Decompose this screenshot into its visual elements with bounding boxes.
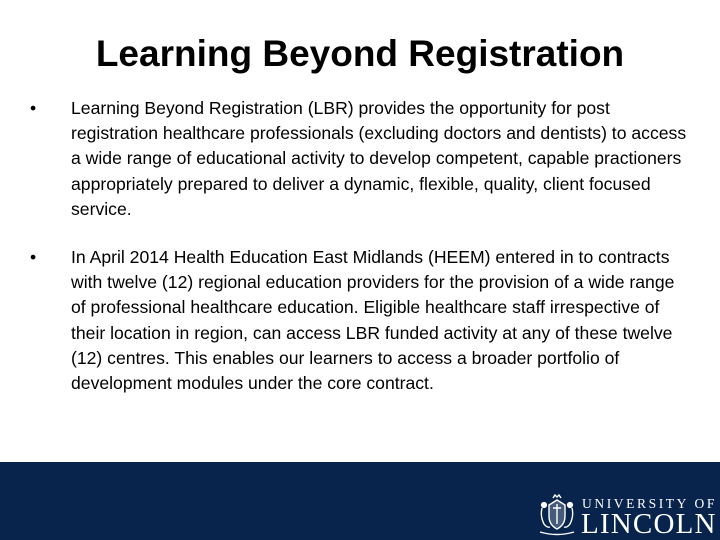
bullet-list xyxy=(30,96,690,419)
logo-text-university-of: UNIVERSITY OF xyxy=(582,496,717,511)
bullet-marker: • xyxy=(30,247,37,268)
bullet-text: Learning Beyond Registration (LBR) provides the opportunity for post registration healthcare professionals (excluding doctors and dentists) to access a wide range of educational activity to develop competent, capable practioners appropriately prepared to deliver a dynamic, flexible, quality, client focused service. xyxy=(71,98,687,219)
logo-text-lincoln: LINCOLN xyxy=(581,508,717,540)
bullet-text: In April 2014 Health Education East Midlands (HEEM) entered in to contracts with twelve (12) regional education providers for the provision of a wide range of professional healthcare education. Eligible healthcare staff irrespective of their location in region, can access LBR funded activity at any of these twelve (12) centres. This enables our learners to access a broader portfolio of development modules under the core contract. xyxy=(71,247,675,394)
slide-title: Learning Beyond Registration xyxy=(95,33,625,74)
bullet-item xyxy=(30,245,690,396)
university-crest-icon xyxy=(538,494,576,536)
bullet-item xyxy=(30,96,690,222)
university-logo xyxy=(538,494,716,538)
bullet-marker: • xyxy=(30,98,37,118)
